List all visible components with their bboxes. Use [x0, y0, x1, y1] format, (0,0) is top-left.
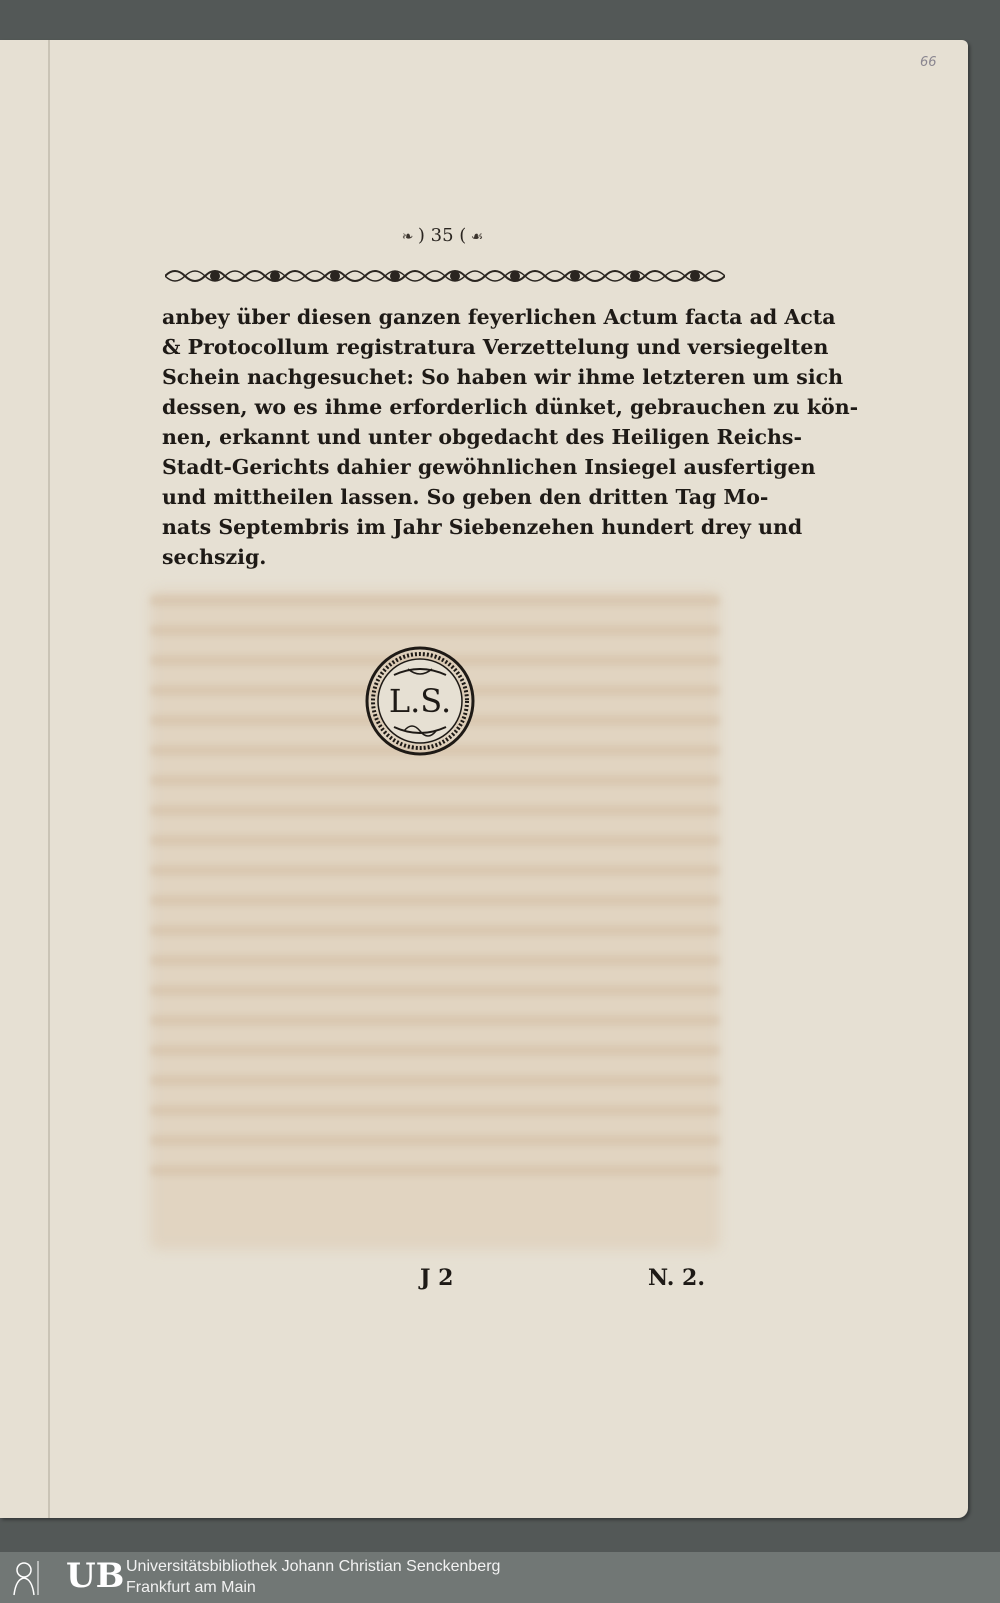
- left-ornament-icon: ❧: [401, 229, 418, 245]
- text-line: dessen, wo es ihme erforderlich dünket, gebrauchen zu kön-: [162, 395, 859, 419]
- archive-corner-mark: 66: [920, 55, 937, 70]
- institution-name: Universitätsbibliothek Johann Christian Senckenberg: [126, 1558, 501, 1575]
- page-header: [160, 225, 725, 246]
- text-line: anbey über diesen ganzen feyerlichen Actum facta ad Acta: [162, 305, 836, 329]
- decorative-border-rule: [165, 262, 725, 290]
- text-line: & Protocollum registratura Verzettelung und versiegelten: [162, 335, 829, 359]
- body-text: [162, 302, 859, 572]
- text-line: nats Septembris im Jahr Siebenzehen hundert drey und: [162, 515, 803, 539]
- library-footer: [0, 1552, 1000, 1603]
- page-fold-line: [48, 40, 50, 1518]
- text-line: und mittheilen lassen. So geben den dritten Tag Mo-: [162, 485, 769, 509]
- seal-stamp: [364, 645, 476, 757]
- catchword: J 2: [420, 1265, 454, 1291]
- institution-city: Frankfurt am Main: [126, 1579, 256, 1596]
- text-line: nen, erkannt und unter obgedacht des Heiligen Reichs-: [162, 425, 802, 449]
- signature-mark: N. 2.: [648, 1265, 705, 1291]
- page-number: ❧ ) 35 ( ☙: [401, 225, 484, 246]
- text-line: Stadt-Gerichts dahier gewöhnlichen Insiegel ausfertigen: [162, 455, 816, 479]
- right-ornament-icon: ☙: [466, 229, 484, 245]
- seal-text: L.S.: [388, 682, 452, 720]
- library-logo-text: UB: [66, 1556, 125, 1596]
- text-line: sechszig.: [162, 545, 267, 569]
- text-line: Schein nachgesuchet: So haben wir ihme letzteren um sich: [162, 365, 844, 389]
